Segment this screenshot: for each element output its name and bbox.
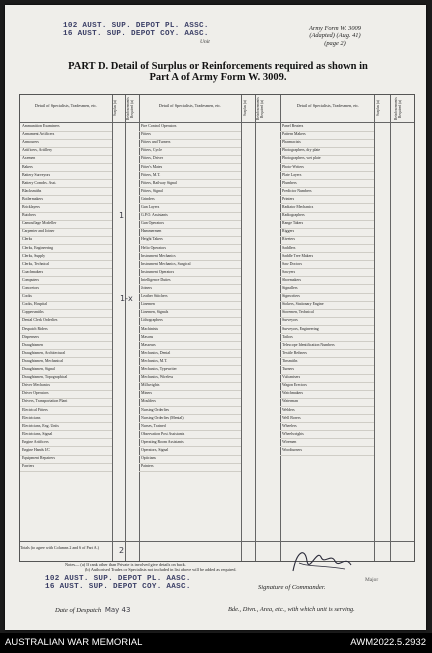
trade-name: Instrument Operators [141,269,175,274]
unit-stamp-bottom [45,575,191,591]
trade-name: Waterman [282,399,298,404]
trade-name: Blacksmiths [22,188,42,193]
unit-stamp-line: 16 AUST. SUP. DEPOT COY. AASC. [63,30,209,38]
trade-name: Bakers [22,164,33,169]
col-header-surplus: Surplus (a) [376,100,380,117]
trade-name: Well Borers [282,415,301,420]
trade-name: Panel Beaters [282,124,304,128]
trade-name: Moulders [141,399,156,404]
trade-name: Electrical Fitters [22,407,48,412]
trade-name: Miners [141,391,153,396]
trade-name: Surveyors, Engineering [282,326,319,331]
trade-name: Armament Artificers [22,132,55,137]
trade-name: Draughtsmen, Architectural [22,350,66,355]
trade-name: Nurses, Trained [141,423,166,428]
trade-name: Woodturners [282,448,302,452]
trade-name: Masons [141,334,154,339]
trade-name: Saddle Tree Makers [282,253,314,258]
trade-name: Wheelwrights [282,431,304,436]
title-line: PART D. Detail of Surplus or Reinforcements required as shown in [68,61,368,72]
signature-scribble [287,543,357,579]
trade-name: Sawyers [282,269,296,274]
trade-name: Drivers, Transportation Plant [22,399,68,404]
trade-name: Coachmakers [22,269,44,274]
trade-name: Fitters and Turners [141,140,171,145]
handwritten-total: 2 [119,546,125,555]
trade-name: Electricians, Eng. Units [22,423,59,428]
unit-label: Unit [200,39,210,45]
trade-name: Dispensers [22,334,40,339]
trade-name: Vulcanisers [282,375,301,380]
col-header-detail: Detail of Specialists, Tradesmen, etc. [296,103,360,108]
col-header-reinf: Reinforcements Required (a) [126,97,134,120]
trade-name: Fitters, Driver [141,156,164,161]
trade-name: Hammermen [141,229,162,234]
trade-name: Dental Clerk Orderlies [22,318,58,323]
trade-name: Farriers [22,464,35,469]
trade-name: Carpenter and Joiner [22,229,55,234]
footer-accession: AWM2022.5.2932 [350,637,426,648]
title-line: Part A of Army Form W. 3009. [149,72,287,83]
trade-name: Wheelers [282,423,297,428]
trade-name: Watchmakers [282,391,304,396]
note-line: (b) Authorised Trades or Specialists not included in list above will be added as required. [85,567,237,573]
archive-footer [0,633,432,653]
handwritten-mark-cooks: 1-x [120,294,133,303]
trade-name: Gun Layers [141,205,160,209]
trade-name: Radiator Mechanics [282,205,314,209]
trade-name: Signwriters [282,294,300,299]
trade-name: Photographers, dry plate [282,148,321,153]
trade-name: Fitter's Mates [141,164,163,169]
trade-name: Bricklayers [22,205,40,209]
trade-name: Wagon Erectors [282,383,307,388]
trade-name: Driver Operators [22,391,49,396]
rank-label: Major [365,577,379,583]
trade-name: Photo-Writers [282,164,304,169]
trade-name: Artificers, Artillery [22,148,53,153]
trade-name: Painters [141,464,154,469]
trade-name: Welders [282,407,295,412]
page-title [43,61,393,83]
date-label [55,606,130,614]
trade-name: Stokers, Stationary Engine [282,302,324,307]
trade-name: Draughtsmen, Topographical [22,375,68,380]
trade-name: Telescope Identification Numbers [282,342,335,347]
trade-name: Equipment Repairers [22,456,55,461]
bde-label: Bde., Divn., Area, etc., with which unit is serving. [228,606,355,613]
trade-name: Printers [282,196,295,201]
trade-name: Machinists [141,326,159,331]
note-line: Notes— (a) If rank other than Private is involved give details on back. [65,562,186,567]
trade-name: Fitters, M.T. [141,172,161,177]
trade-name: Signallers [282,286,298,290]
trade-name: Nursing Orderlies (Mental) [141,415,184,420]
trade-name: Operators, Signal [141,448,169,452]
col-header-surplus: Surplus (a) [243,100,247,117]
trade-name: Linemen [141,302,155,307]
table-row [280,447,374,456]
trade-name: Despatch Riders [22,326,48,331]
trade-name: Joiners [141,286,153,290]
trade-name: Riggers [282,229,295,234]
trade-name: Turners [282,367,294,371]
trade-name: Intelligence Duties [141,277,171,282]
trade-name: Instrument Mechanics [141,253,176,258]
trade-name: Draughtsmen, Signal [22,367,55,371]
trade-name: Battery Surveyors [22,172,51,177]
trade-name: Photographers, wet plate [282,156,321,161]
trade-name: Driver Mechanics [22,383,50,388]
footer-institution: AUSTRALIAN WAR MEMORIAL [5,637,143,648]
trade-name: Electricians, Signal [22,431,53,436]
trade-name: Cooks [22,294,32,299]
trade-name: Ammunition Examiners [22,124,60,128]
col-header-surplus: Surplus (a) [113,100,117,117]
trade-name: Pattern Makers [282,132,306,137]
trade-name: Masseurs [141,342,156,347]
trade-name: Storemen, Technical [282,310,314,315]
trade-name: Millwrights [141,383,160,388]
trade-name: Mechanics, Wireless [141,375,174,380]
trade-name: Surveyors [282,318,298,323]
trade-name: Range Takers [282,221,304,226]
trade-name: Camouflage Modeller [22,221,57,226]
form-ref-line: (Adapted) (Aug. 41) [309,32,361,40]
signature-label: Signature of Commander. [258,584,326,591]
trade-name: Observation Post Assistants [141,431,185,436]
unit-stamp-line: 102 AUST. SUP. DEPOT PL. ASSC. [63,22,209,30]
trade-name: Clerks, Supply [22,253,46,258]
trade-name: Cooks, Hospital [22,302,48,307]
trade-name: Predictor Numbers [282,188,312,193]
trade-name: Operating Room Assistants [141,439,184,444]
trade-name: Wiremen [282,439,297,444]
trade-name: Computers [22,277,40,282]
trade-name: Textile Refiners [282,350,307,355]
trade-name: Armourers [22,140,39,145]
trade-name: Leather Stitchers [141,294,168,299]
trade-name: Clerks, Engineering [22,245,54,250]
date-value: May 43 [104,606,131,614]
col-header-reinf: Reinforcements Required (a) [394,97,402,120]
trade-name: Electricians [22,415,41,420]
totals-label: Totals (to agree with Columns 2 and 6 of Part A.) [20,545,99,550]
trade-name: Engine Artificers [22,439,49,444]
date-label-text: Date of Despatch [55,607,102,614]
trade-name: Height Takers [141,237,163,242]
trade-name: Mechanics, Dental [141,350,171,355]
trade-name: Mechanics, M.T. [141,358,168,363]
form-reference [309,25,361,47]
table-row [139,463,241,472]
trade-name: Engine Hands I/C [22,448,50,452]
unit-stamp-top [63,22,209,38]
trade-name: Axemen [22,156,36,161]
trade-name: Fitters [141,132,151,137]
trade-name: Fitters, Railway Signal [141,180,177,185]
trade-name: Draughtsmen [22,342,43,347]
trade-name: Battery Comdrs. Asst. [22,180,57,185]
trade-name: Fitters, Signal [141,188,163,193]
trade-name: Opticians [141,456,156,461]
trade-name: Instrument Mechanics, Surgical [141,261,191,266]
trade-name: Pharmacists [282,140,301,145]
trade-name: Fitters, Cycle [141,148,162,153]
trade-name: Tailors [282,334,293,339]
col-header-detail: Detail of Specialists, Tradesmen, etc. [34,103,98,108]
trade-name: Nursing Orderlies [141,407,169,412]
trade-name: Butchers [22,213,36,218]
trade-name: Boilermakers [22,196,43,201]
trade-name: Clerks, Technical [22,261,50,266]
trade-name: Radiographers [282,213,305,218]
trade-name: Shoemakers [282,277,302,282]
col-header-reinf: Reinforcements Required (a) [256,97,264,120]
form-ref-line: (page 2) [324,39,346,47]
trade-name: Concretors [22,286,40,290]
trade-name: Tinsmiths [282,358,298,363]
trade-name: G.P.O. Assistants [141,213,168,218]
trade-name: Fire Control Operators [141,124,177,128]
col-header-detail: Detail of Specialists, Tradesmen, etc. [158,103,222,108]
trade-name: Linemen, Signals [141,310,169,315]
trade-name: Clerks [22,237,33,242]
trade-name: Plate Layers [282,172,302,177]
trade-name: Saw Doctors [282,261,302,266]
trade-name: Coppersmiths [22,310,44,315]
unit-stamp-line: 102 AUST. SUP. DEPOT PL. AASC. [45,575,191,583]
form-page [5,5,426,630]
trade-name: Saddlers [282,245,296,250]
trade-name: Gun Operators [141,221,165,226]
trade-name: Plumbers [282,180,297,185]
form-ref-line: Army Form W. 3009 [309,25,361,32]
trade-name: Grinders [141,196,155,201]
unit-stamp-line: 16 AUST. SUP. DEPOT COY. AASC. [45,583,191,591]
trade-name: Helio Operators [141,245,166,250]
trade-name: Draughtsmen, Mechanical [22,358,64,363]
specialists-table [19,94,415,562]
trade-name: Lithographers [141,318,163,323]
handwritten-mark-butchers: 1 [119,211,125,220]
trade-name: Mechanics, Typewriter [141,367,177,371]
trade-name: Riveters [282,237,295,242]
table-row [20,463,112,472]
